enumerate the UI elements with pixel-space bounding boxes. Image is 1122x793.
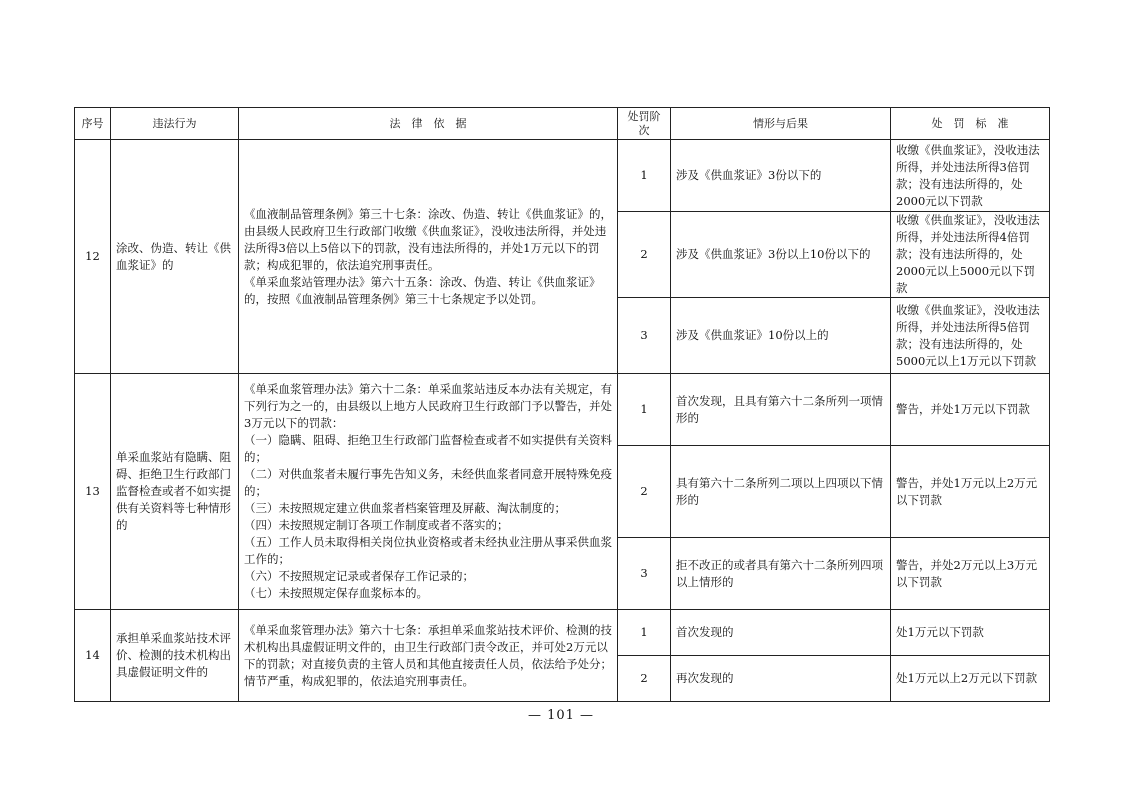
row-level: 2 xyxy=(618,212,671,298)
page-number: — 101 — xyxy=(527,708,595,723)
basis-paragraph: （二）对供血浆者未履行事先告知义务，未经供血浆者同意开展特殊免疫的； xyxy=(244,467,612,498)
basis-paragraph: 《单采血浆管理办法》第六十七条：承担单采血浆站技术评价、检测的技术机构出具虚假证明文件的，由卫生行政部门责令改正，并可处2万元以下的罚款；对直接负责的主管人员和其他直接责任人员，依法给予处分；情节严重，构成犯罪的，依法追究刑事责任。 xyxy=(244,622,612,688)
row-level: 2 xyxy=(618,446,671,538)
row-seq: 13 xyxy=(75,374,111,610)
header-standard: 处 罚 标 准 xyxy=(891,108,1050,140)
basis-paragraph: （三）未按照规定建立供血浆者档案管理及屏蔽、淘汰制度的； xyxy=(244,501,566,515)
row-seq: 14 xyxy=(75,610,111,702)
basis-paragraph: （七）未按照规定保存血浆标本的。 xyxy=(244,586,428,600)
row-seq: 12 xyxy=(75,140,111,374)
basis-paragraph: （五）工作人员未取得相关岗位执业资格或者未经执业注册从事采供血浆工作的； xyxy=(244,535,612,566)
table-row xyxy=(75,610,1050,656)
row-level: 3 xyxy=(618,538,671,610)
row-level: 1 xyxy=(618,140,671,212)
row-level: 3 xyxy=(618,298,671,374)
row-standard: 警告，并处2万元以上3万元以下罚款 xyxy=(891,538,1050,610)
header-violation: 违法行为 xyxy=(111,108,239,140)
row-level: 1 xyxy=(618,374,671,446)
header-circumstance: 情形与后果 xyxy=(671,108,891,140)
row-circumstance: 涉及《供血浆证》3份以下的 xyxy=(671,140,891,212)
basis-paragraph: （六）不按照规定记录或者保存工作记录的； xyxy=(244,569,474,583)
basis-paragraph: 《血液制品管理条例》第三十七条：涂改、伪造、转让《供血浆证》的，由县级人民政府卫生行政部门收缴《供血浆证》，没收违法所得，并处违法所得3倍以上5倍以下的罚款，没有违法所得的，并处1万元以下的罚款；构成犯罪的，依法追究刑事责任。 xyxy=(244,206,612,272)
basis-paragraph: 《单采血浆管理办法》第六十二条：单采血浆站违反本办法有关规定，有下列行为之一的，由县级以上地方人民政府卫生行政部门予以警告，并处3万元以下的罚款： xyxy=(244,382,612,430)
header-level: 处罚阶次 xyxy=(618,108,671,140)
row-standard: 警告，并处1万元以下罚款 xyxy=(891,374,1050,446)
row-circumstance: 拒不改正的或者具有第六十二条所列四项以上情形的 xyxy=(671,538,891,610)
row-circumstance: 首次发现的 xyxy=(671,610,891,656)
table-row xyxy=(75,374,1050,446)
row-standard: 处1万元以上2万元以下罚款 xyxy=(891,656,1050,702)
row-standard: 警告，并处1万元以上2万元以下罚款 xyxy=(891,446,1050,538)
row-circumstance: 涉及《供血浆证》10份以上的 xyxy=(671,298,891,374)
row-circumstance: 再次发现的 xyxy=(671,656,891,702)
row-level: 1 xyxy=(618,610,671,656)
basis-paragraph: （四）未按照规定制订各项工作制度或者不落实的； xyxy=(244,518,509,532)
row-level: 2 xyxy=(618,656,671,702)
row-violation: 承担单采血浆站技术评价、检测的技术机构出具虚假证明文件的 xyxy=(111,610,239,702)
row-violation: 单采血浆站有隐瞒、阻碍、拒绝卫生行政部门监督检查或者不如实提供有关资料等七种情形的 xyxy=(111,374,239,610)
table-header-row xyxy=(75,108,1050,140)
row-basis xyxy=(239,610,618,702)
penalty-table xyxy=(74,107,1050,702)
row-circumstance: 涉及《供血浆证》3份以上10份以下的 xyxy=(671,212,891,298)
row-circumstance: 首次发现，且具有第六十二条所列一项情形的 xyxy=(671,374,891,446)
header-basis: 法 律 依 据 xyxy=(239,108,618,140)
table-row xyxy=(75,140,1050,212)
row-standard: 收缴《供血浆证》，没收违法所得，并处违法所得3倍罚款；没有违法所得的，处2000元以下罚款 xyxy=(891,140,1050,212)
row-basis xyxy=(239,140,618,374)
row-standard: 处1万元以下罚款 xyxy=(891,610,1050,656)
row-standard: 收缴《供血浆证》，没收违法所得，并处违法所得4倍罚款；没有违法所得的，处2000元以上5000元以下罚款 xyxy=(891,212,1050,298)
row-circumstance: 具有第六十二条所列二项以上四项以下情形的 xyxy=(671,446,891,538)
basis-paragraph: （一）隐瞒、阻碍、拒绝卫生行政部门监督检查或者不如实提供有关资料的； xyxy=(244,433,612,464)
basis-paragraph: 《单采血浆站管理办法》第六十五条：涂改、伪造、转让《供血浆证》的，按照《血液制品管理条例》第三十七条规定予以处罚。 xyxy=(244,274,601,306)
row-violation: 涂改、伪造、转让《供血浆证》的 xyxy=(111,140,239,374)
row-basis xyxy=(239,374,618,610)
header-seq: 序号 xyxy=(75,108,111,140)
row-standard: 收缴《供血浆证》，没收违法所得，并处违法所得5倍罚款；没有违法所得的，处5000元以上1万元以下罚款 xyxy=(891,298,1050,374)
